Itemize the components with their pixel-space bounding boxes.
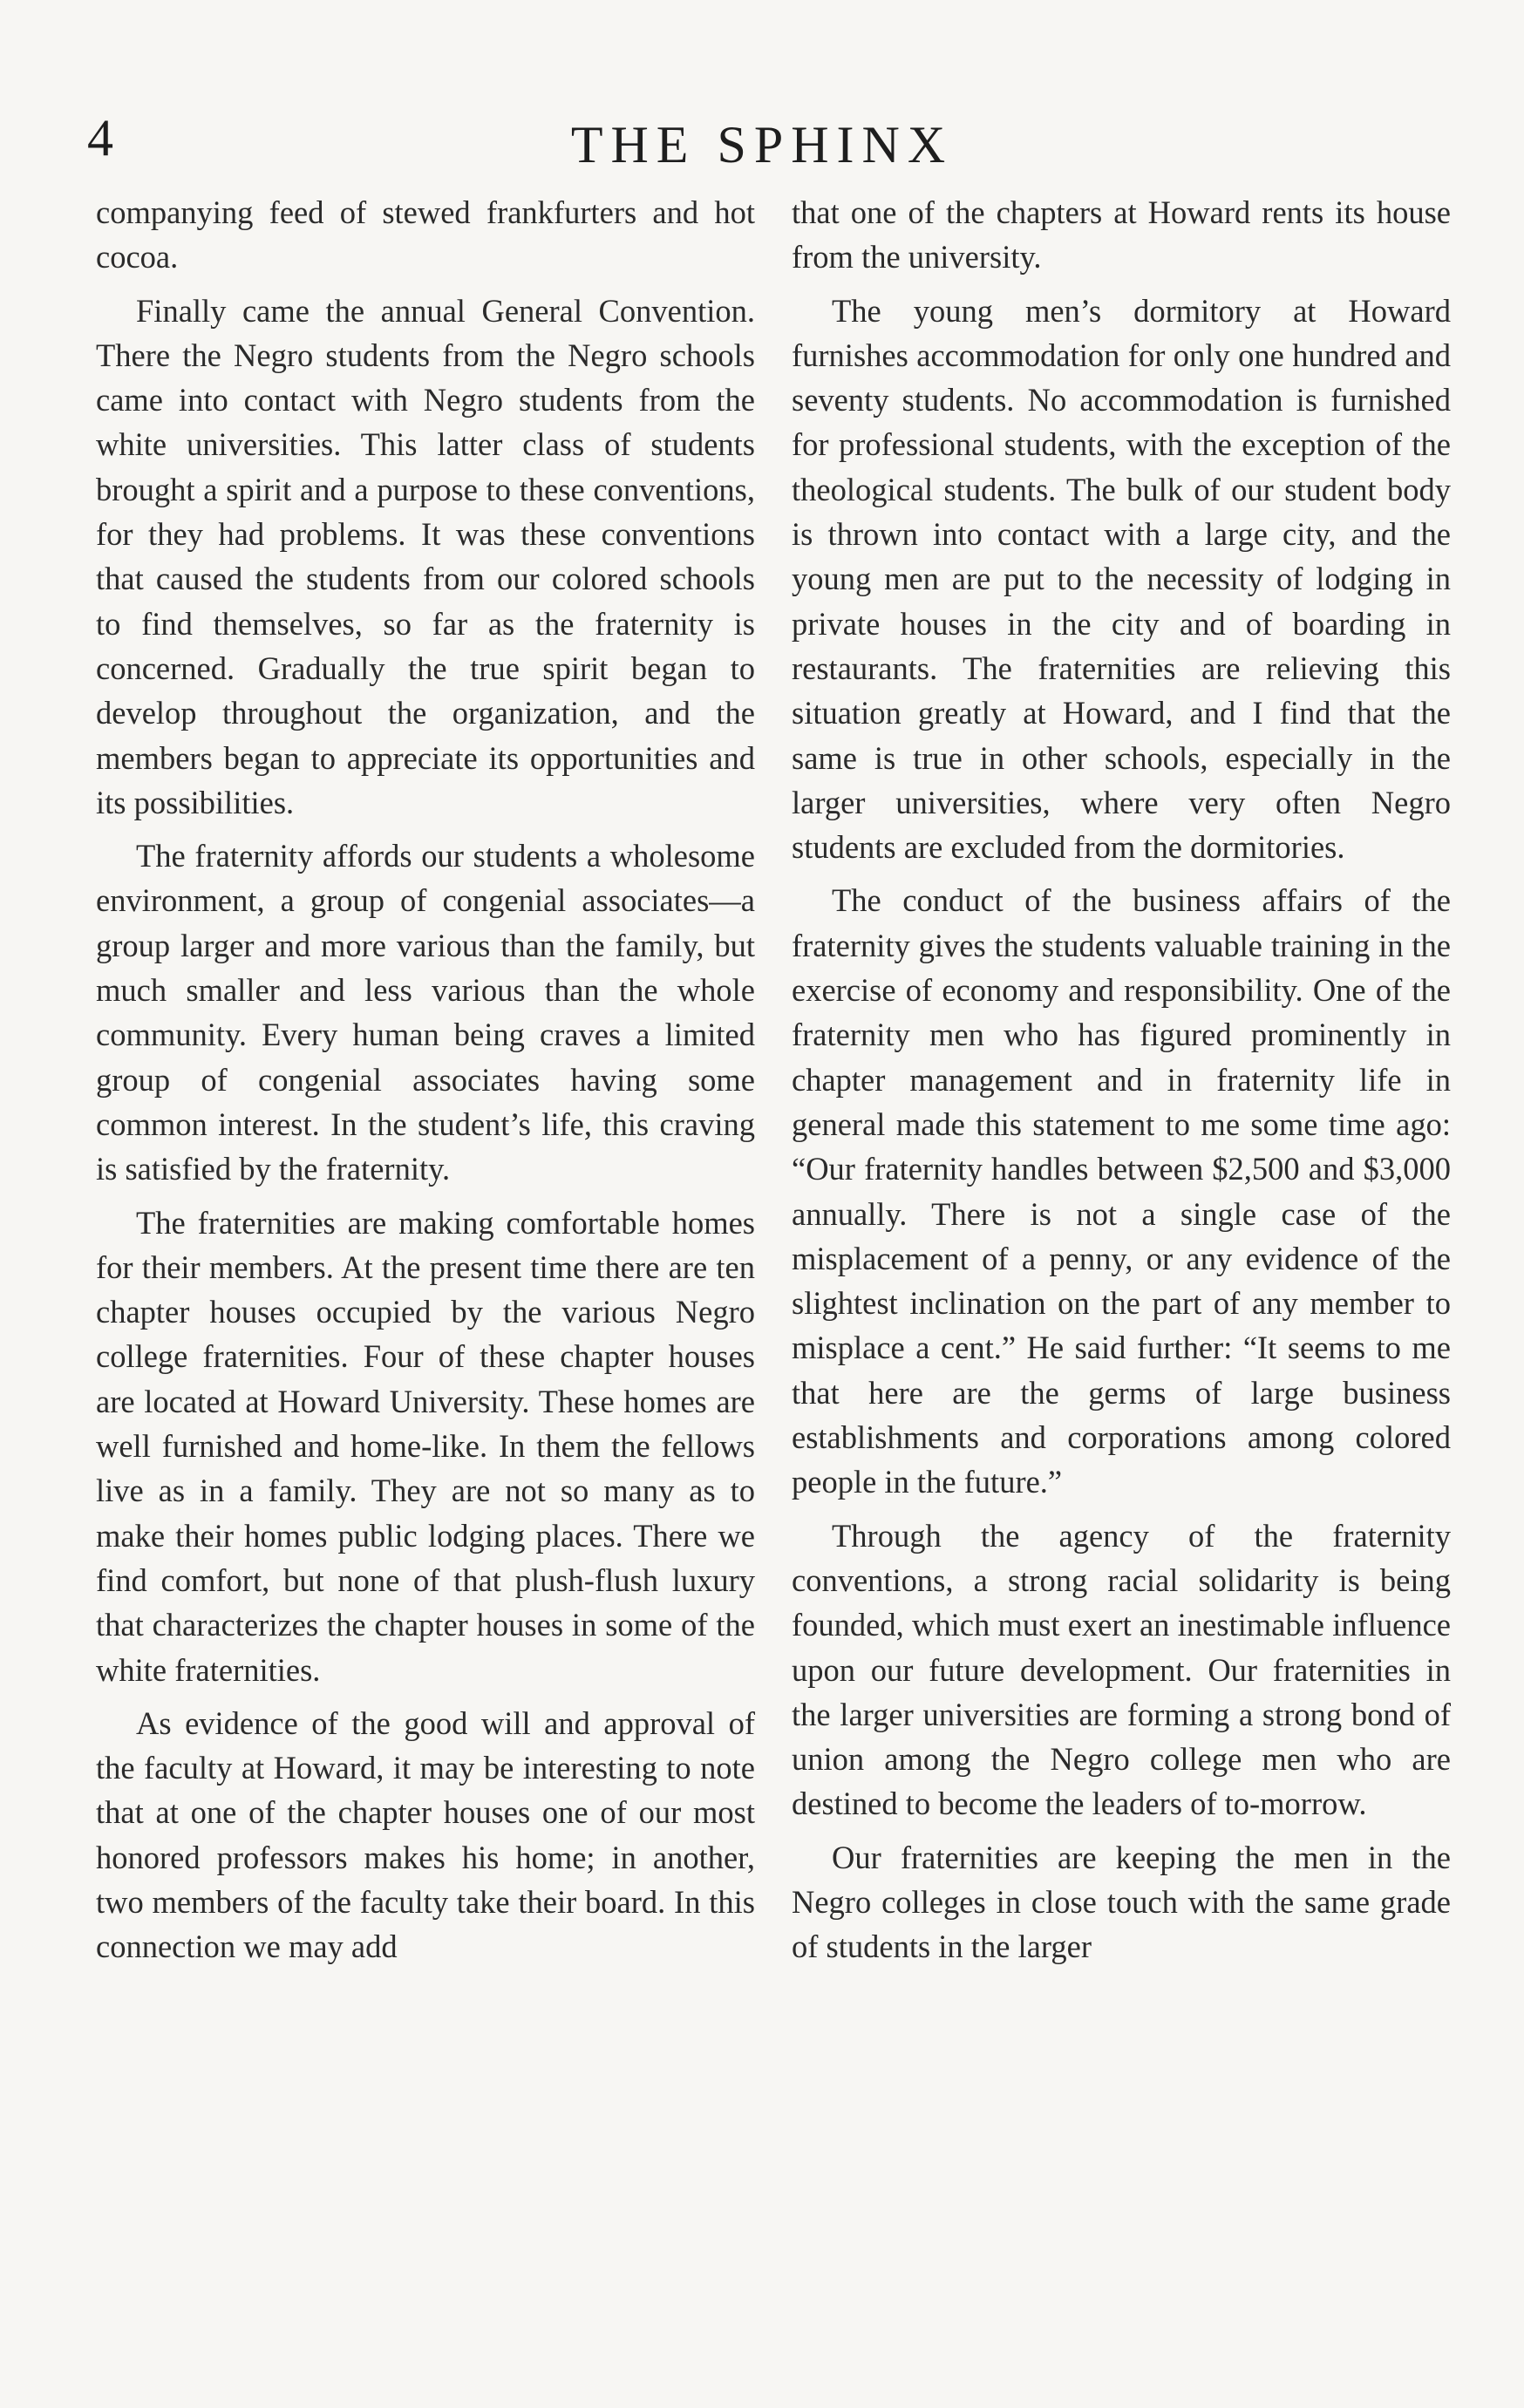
paragraph: Through the agency of the fraternity conventions, a strong racial solidarity is being founded, which must exert an inestimable influence upon our future development. Our fraternities in the larger universities are forming a strong bond of union among the Negro college men who are destined to become the leaders of to-morrow.: [792, 1517, 1451, 1822]
paragraph: The fraternity affords our students a wholesome environment, a group of congenial associates—a group larger and more various than the family, but much smaller and less various than the whole community. Every human being craves a limited group of congenial associates having some common interest. In the student’s life, this craving is satisfied by the fraternity.: [96, 838, 755, 1187]
paragraph: companying feed of stewed frankfurters and hot cocoa.: [96, 194, 755, 275]
paragraph: The fraternities are making comfortable homes for their members. At the present time there are ten chapter houses occupied by the various Negro college fraternities. Four of these chapter houses are located at Howard University. These homes are well furnished and home-like. In them the fellows live as in a family. They are not so many as to make their homes public lodging places. There we find comfort, but none of that plush-flush luxury that characterizes the chapter houses in some of the white fraternities.: [96, 1204, 755, 1688]
page-number: 4: [87, 109, 113, 167]
right-column: [792, 190, 1451, 1969]
paragraph: As evidence of the good will and approval of the faculty at Howard, it may be interesting to note that at one of the chapter houses one of our most honored professors makes his home; in another, two members of the faculty take their board. In this connection we may add: [96, 1704, 755, 1965]
paragraph: Our fraternities are keeping the men in the Negro colleges in close touch with the same grade of students in the larger: [792, 1839, 1451, 1965]
running-head-title: THE SPHINX: [570, 116, 954, 173]
left-column: [96, 190, 755, 1969]
paragraph: The conduct of the business affairs of the fraternity gives the students valuable training in the exercise of economy and responsibility. One of the fraternity men who has figured prominently in chapter management and in fraternity life in general made this statement to me some time ago: “Our fraternity handles between $2,500 and $3,000 annually. There is not a single case of the misplacement of a penny, or any evidence of the slightest inclination on the part of any member to misplace a cent.” He said further: “It seems to me that here are the germs of large business establishments and corporations among colored people in the future.”: [792, 882, 1451, 1500]
paragraph: Finally came the annual General Convention. There the Negro students from the Negro schools came into contact with Negro students from the white universities. This latter class of students brought a spirit and a purpose to these conventions, for they had problems. It was these conventions that caused the students from our colored schools to find themselves, so far as the fraternity is concerned. Gradually the true spirit began to develop throughout the organization, and the members began to appreciate its opportunities and its possibilities.: [96, 292, 755, 820]
paragraph: that one of the chapters at Howard rents its house from the university.: [792, 194, 1451, 275]
paragraph: The young men’s dormitory at Howard furnishes accommodation for only one hundred and seventy students. No accommodation is furnished for professional students, with the exception of the theological students. The bulk of our student body is thrown into contact with a large city, and the young men are put to the necessity of lodging in private houses in the city and of boarding in restaurants. The fraternities are relieving this situation greatly at Howard, and I find that the same is true in other schools, especially in the larger universities, where very often Negro students are excluded from the dormitories.: [792, 292, 1451, 866]
